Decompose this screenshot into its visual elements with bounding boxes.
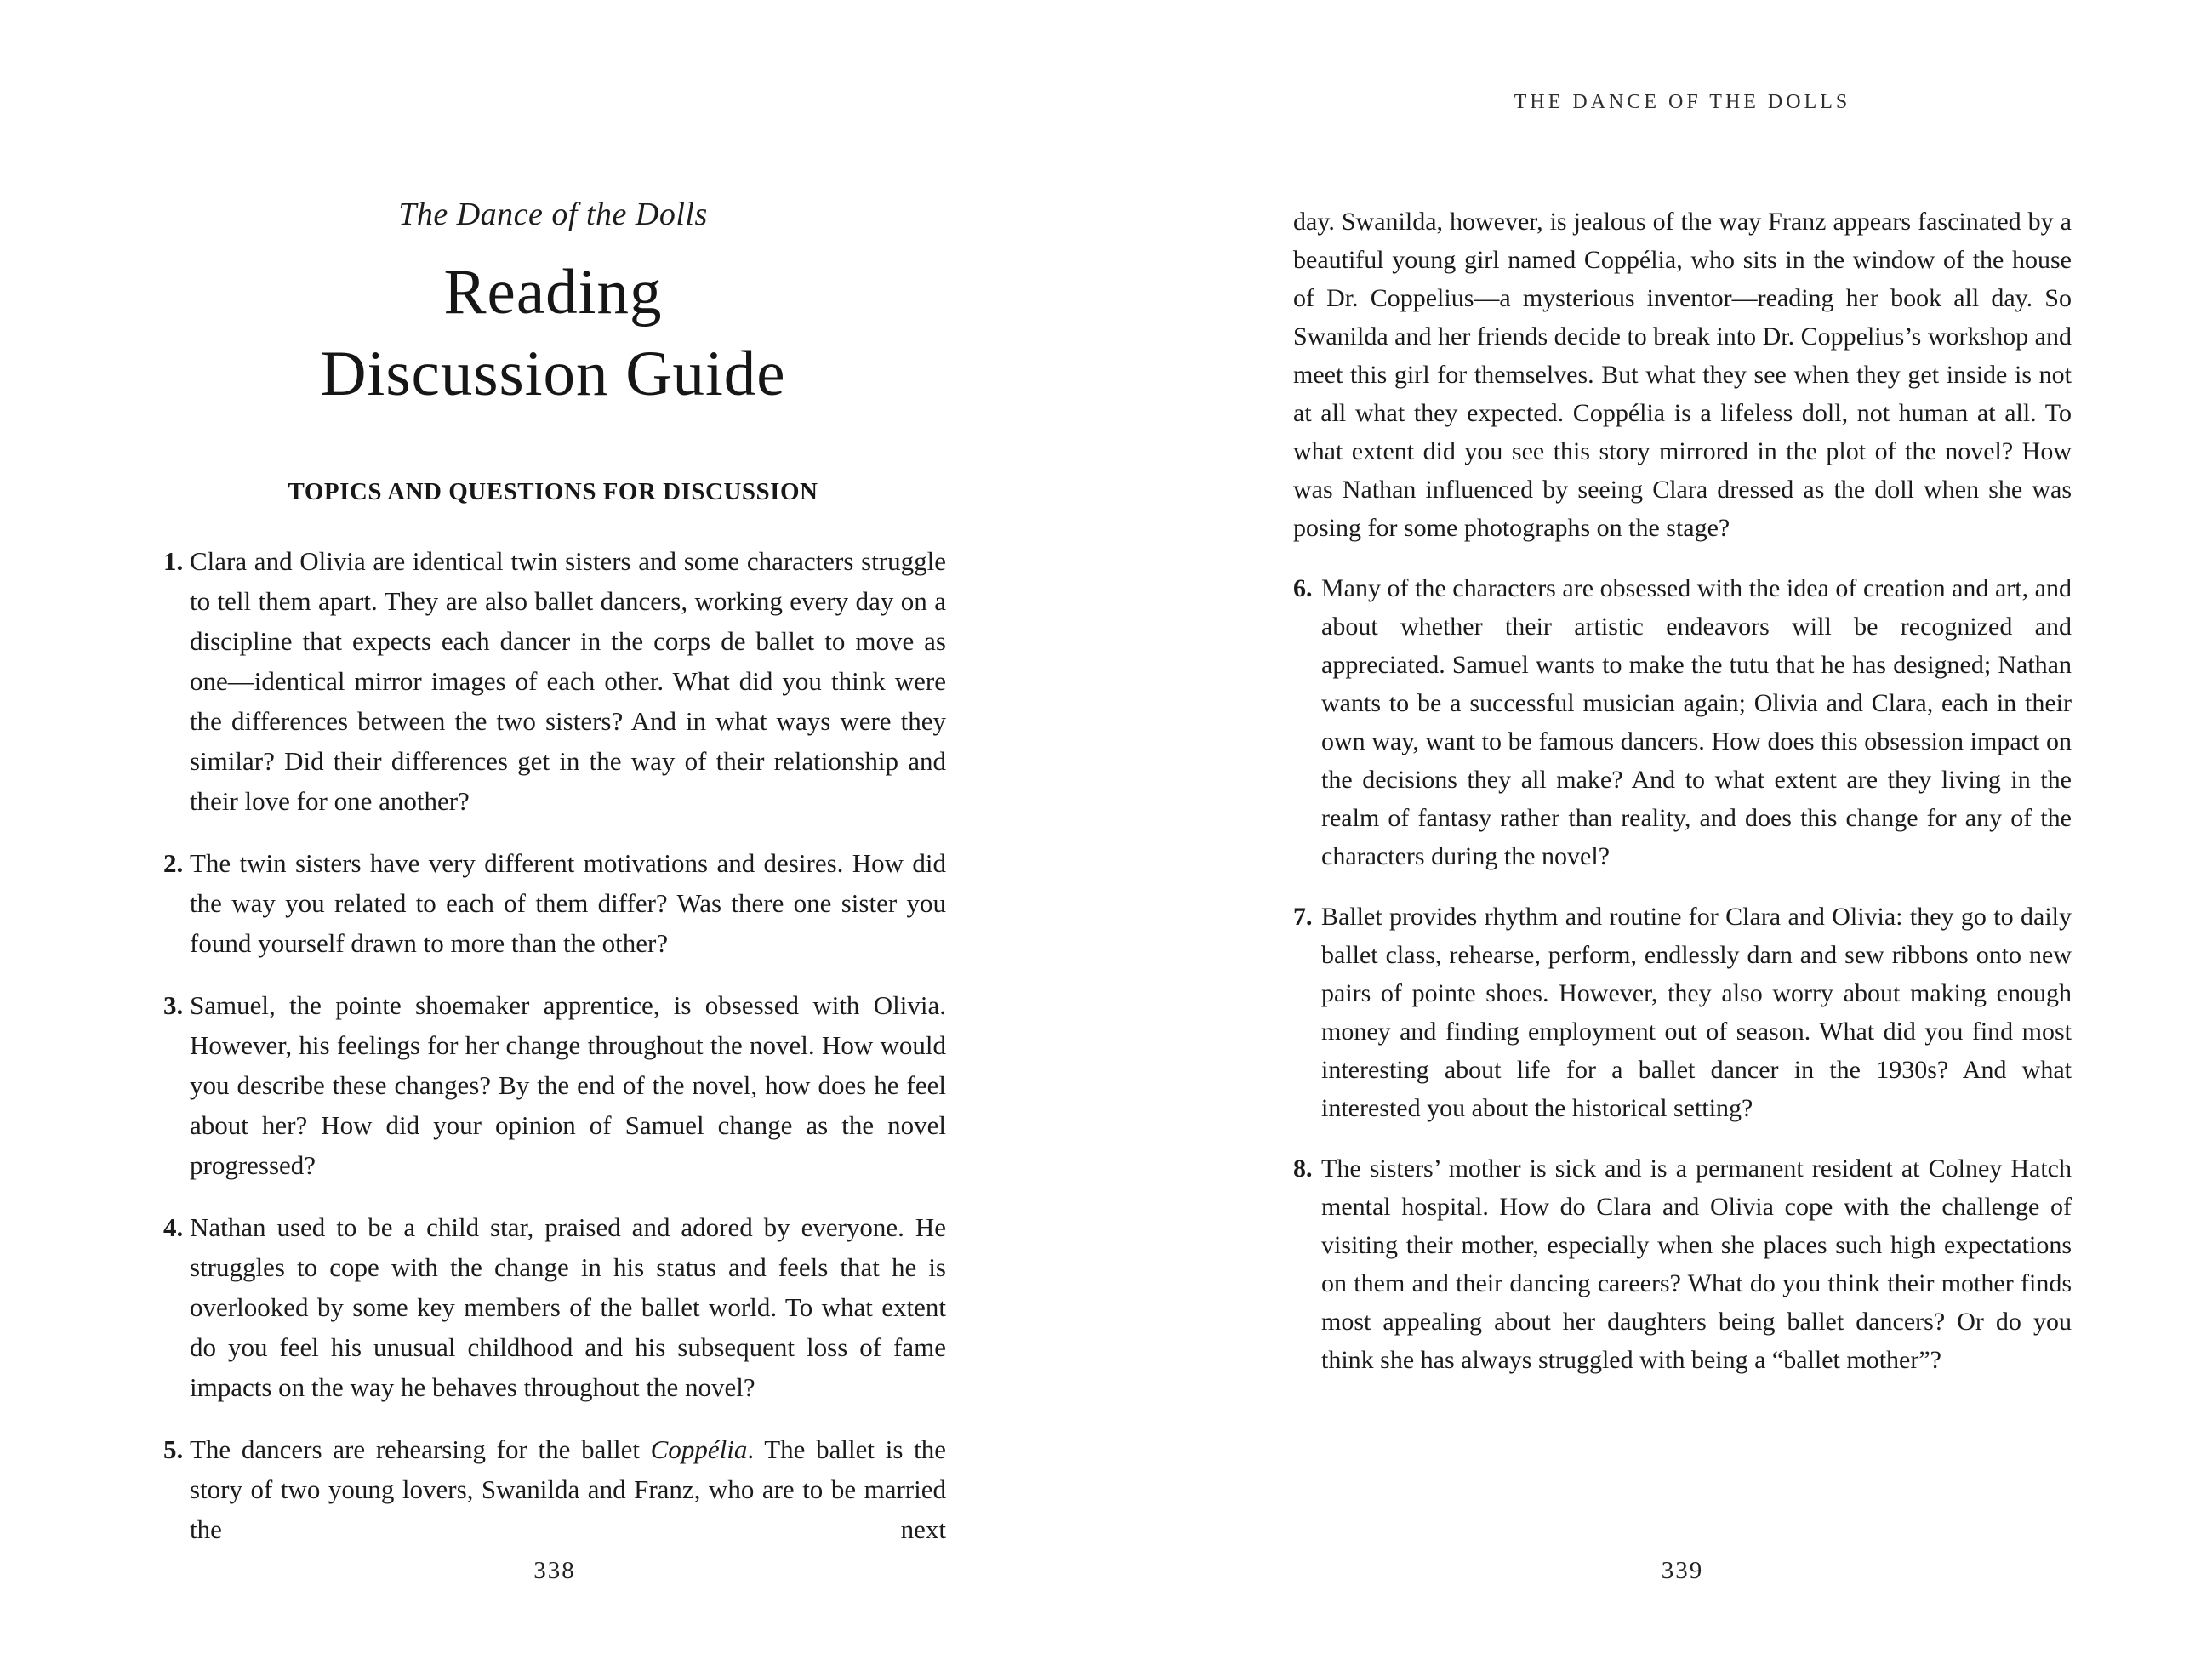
question-text: Samuel, the pointe shoemaker apprentice, is obsessed with Olivia. However, his feelings for her change throughout the novel. How would you describe these changes? By the end of the novel, how does he feel about her? How did your opinion of Samuel change as the novel progressed? — [190, 990, 946, 1180]
question-number: 6. — [1293, 574, 1313, 602]
right-page-number: 339 — [1661, 1557, 1704, 1584]
question-item-5 — [163, 1429, 946, 1549]
question-item-3 — [163, 985, 946, 1185]
question-text: Many of the characters are obsessed with the idea of creation and art, and about whether their artistic endeavors will be recognized and appreciated. Samuel wants to make the tutu that he has designed; Nathan wants to be a successful musician again; Olivia and Clara, each in their own way, want to be famous dancers. How does this obsession impact on the decisions they all make? And to what extent are they living in the realm of fantasy rather than reality, and does this change for any of the characters during the novel? — [1321, 574, 2072, 870]
question-text: Nathan used to be a child star, praised and adored by everyone. He struggles to cope with the change in his status and feels that he is overlooked by some key members of the ballet world. To what extent do you feel his unusual childhood and his subsequent loss of fame impacts on the way he behaves throughout the novel? — [190, 1212, 946, 1402]
left-page-number: 338 — [533, 1557, 576, 1584]
question-item-6 — [1293, 569, 2072, 875]
chapter-title — [119, 252, 987, 415]
question-item-1 — [163, 541, 946, 821]
question-item-4 — [163, 1207, 946, 1407]
question-number: 8. — [1293, 1154, 1313, 1183]
question-item-7 — [1293, 898, 2072, 1127]
running-header: THE DANCE OF THE DOLLS — [1514, 91, 1851, 113]
chapter-title-line-2: Discussion Guide — [320, 339, 786, 409]
question-text: Clara and Olivia are identical twin sisters and some characters struggle to tell them apart. They are also ballet dancers, working every day on a discipline that expects each dancer in the corps de ballet to move as one—identical mirror images of each other. What did you think were the differences between the two sisters? And in what ways were they similar? Did their differences get in the way of their relationship and their love for one another? — [190, 546, 946, 816]
continuation-paragraph: day. Swanilda, however, is jealous of the way Franz appears fascinated by a beautiful young girl named Coppélia, who sits in the window of the house of Dr. Coppelius—a mysterious inventor—reading her book all day. So Swanilda and her friends decide to break into Dr. Coppelius’s workshop and meet this girl for themselves. But what they see when they get inside is not at all what they expected. Coppélia is a lifeless doll, not human at all. To what extent did you see this story mirrored in the plot of the novel? How was Nathan influenced by seeing Clara dressed as the doll when she was posing for some photographs on the stage? — [1293, 208, 2072, 542]
right-text-column — [1293, 202, 2072, 1379]
chapter-title-line-1: Reading — [443, 257, 663, 328]
question-text: The sisters’ mother is sick and is a permanent resident at Colney Hatch mental hospital. How do Clara and Olivia cope with the challenge of visiting their mother, especially when she places such high expectations on them and their dancing careers? What do you think their mother finds most appealing about her daughters being ballet dancers? Or do you think she has always struggled with being a “ballet mother”? — [1321, 1154, 2072, 1374]
question-text: The dancers are rehearsing for the ballet Coppélia. The ballet is the story of two young lovers, Swanilda and Franz, who are to be married the next — [190, 1434, 946, 1544]
question-text: The twin sisters have very different motivations and desires. How did the way you related to each of them differ? Was there one sister you found yourself drawn to more than the other? — [190, 848, 946, 958]
question-number: 7. — [1293, 903, 1313, 931]
question-item-8 — [1293, 1149, 2072, 1379]
question-number: 2. — [163, 848, 184, 878]
question-text: Ballet provides rhythm and routine for Clara and Olivia: they go to daily ballet class, rehearse, perform, endlessly darn and sew ribbons onto new pairs of pointe shoes. However, they also worry about making enough money and finding employment out of season. What did you find most interesting about life for a ballet dancer in the 1930s? And what interested you about the historical setting? — [1321, 903, 2072, 1122]
question-item-2 — [163, 843, 946, 963]
book-title-italic: The Dance of the Dolls — [398, 197, 708, 232]
question-number: 1. — [163, 546, 184, 576]
questions-list-left — [163, 541, 946, 1549]
question-number: 4. — [163, 1212, 184, 1242]
questions-list-right — [1293, 569, 2072, 1379]
right-page — [1106, 0, 2212, 1659]
section-heading: TOPICS AND QUESTIONS FOR DISCUSSION — [288, 478, 818, 505]
question-number: 5. — [163, 1434, 184, 1464]
question-number: 3. — [163, 990, 184, 1020]
